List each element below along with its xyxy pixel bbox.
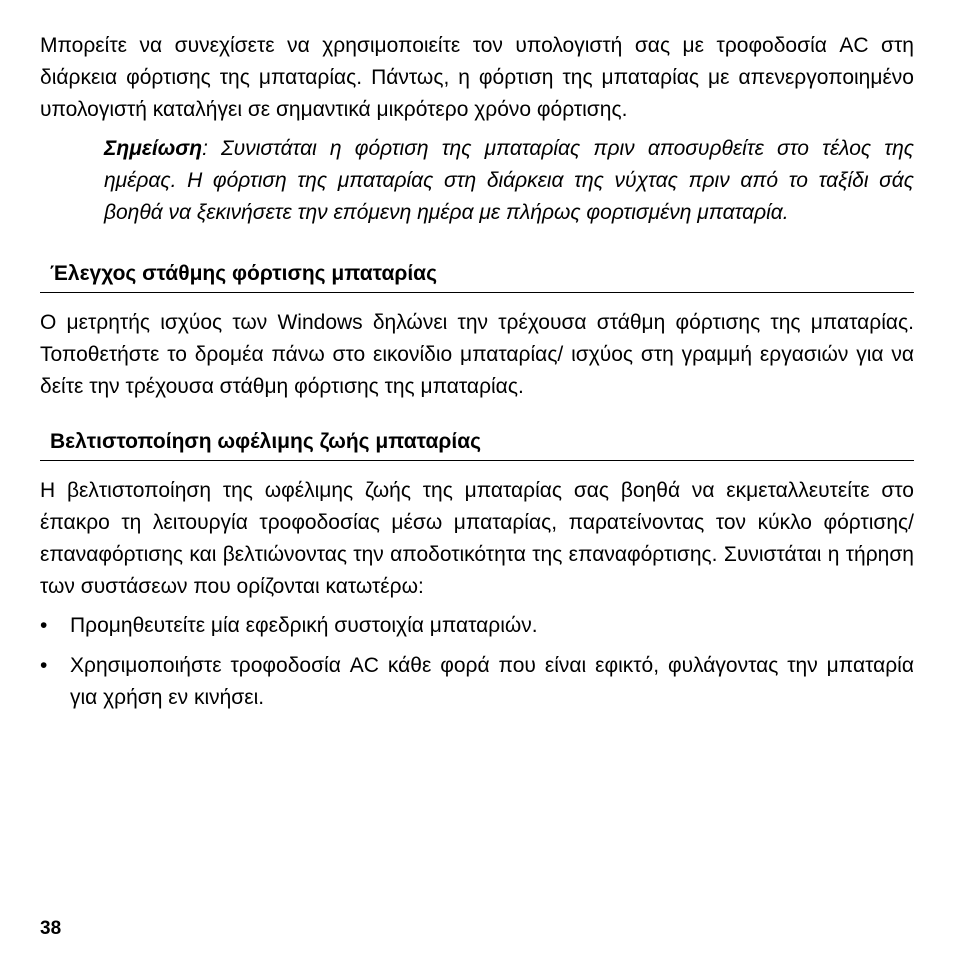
page-number: 38 xyxy=(40,918,62,939)
list-item-text: Προμηθευτείτε μία εφεδρική συστοιχία μπαταριών. xyxy=(70,614,538,637)
note-text: : Συνιστάται η φόρτιση της μπαταρίας πριν αποσυρθείτε στο τέλος της ημέρας. Η φόρτιση της μπαταρίας στη διάρκεια της νύχτας πριν από το ταξίδι σάς βοηθά να ξεκινήσετε την επόμενη ημέρα με πλήρως φορτισμένη μπαταρία. xyxy=(104,137,914,224)
list-item xyxy=(40,650,914,714)
list-item-text: Χρησιμοποιήστε τροφοδοσία AC κάθε φορά που είναι εφικτό, φυλάγοντας την μπαταρία για χρήση εν κινήσει. xyxy=(70,654,914,709)
section-body-battery-level: Ο μετρητής ισχύος των Windows δηλώνει την τρέχουσα στάθμη φόρτισης της μπαταρίας. Τοποθετήστε το δρομέα πάνω στο εικονίδιο μπαταρίας/ ισχύος στη γραμμή εργασιών για να δείτε την τρέχουσα στάθμη φόρτισης της μπαταρίας. xyxy=(40,311,914,398)
recommendations-list xyxy=(40,610,914,714)
list-item xyxy=(40,610,914,642)
section-heading-battery-life: Βελτιστοποίηση ωφέλιμης ζωής μπαταρίας xyxy=(40,428,914,461)
note-label: Σημείωση xyxy=(104,137,203,160)
bullet-icon: • xyxy=(40,654,48,677)
document-page xyxy=(40,30,914,722)
section-body-battery-life: Η βελτιστοποίηση της ωφέλιμης ζωής της μπαταρίας σας βοηθά να εκμεταλλευτείτε στο έπακρο τη λειτουργία τροφοδοσίας μέσω μπαταρίας, παρατείνοντας τον κύκλο φόρτισης/επαναφόρτισης και βελτιώνοντας την αποδοτικότητα της επαναφόρτισης. Συνιστάται η τήρηση των συστάσεων που ορίζονται κατωτέρω: xyxy=(40,479,914,598)
note-block xyxy=(104,133,914,229)
section-heading-battery-level: Έλεγχος στάθμης φόρτισης μπαταρίας xyxy=(40,260,914,293)
intro-paragraph: Μπορείτε να συνεχίσετε να χρησιμοποιείτε τον υπολογιστή σας με τροφοδοσία AC στη διάρκεια φόρτισης της μπαταρίας. Πάντως, η φόρτιση της μπαταρίας με απενεργοποιημένο υπολογιστή καταλήγει σε σημαντικά μικρότερο χρόνο φόρτισης. xyxy=(40,34,914,121)
bullet-icon: • xyxy=(40,614,48,637)
